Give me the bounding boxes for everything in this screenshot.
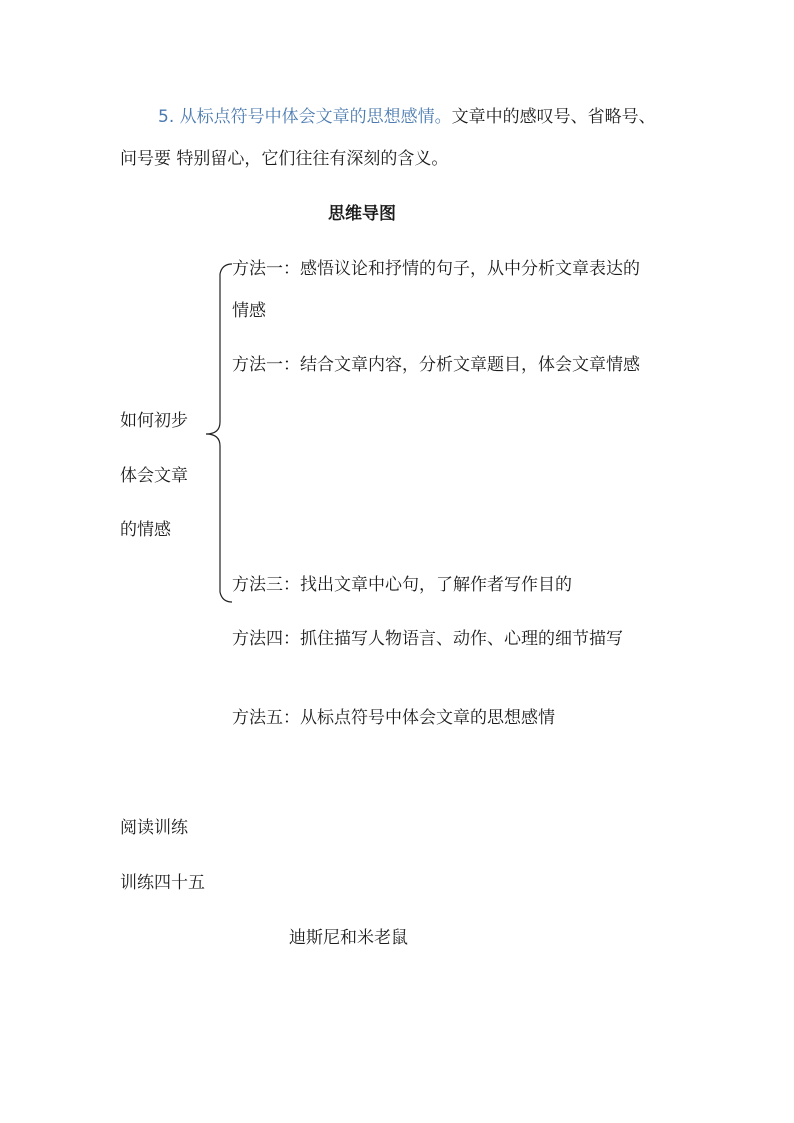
topic-line-1: 如何初步: [120, 411, 188, 431]
training-section-heading: 阅读训练: [120, 818, 188, 838]
mindmap-title: 思维导图: [328, 204, 396, 224]
method-1-line-2: 情感: [232, 301, 266, 321]
method-1-line-1: 方法一：感悟议论和抒情的句子，从中分析文章表达的: [232, 259, 640, 279]
article-title: 迪斯尼和米老鼠: [289, 928, 408, 948]
method-4: 方法四：抓住描写人物语言、动作、心理的细节描写: [232, 629, 623, 649]
topic-line-2: 体会文章: [120, 466, 188, 486]
method-2: 方法一：结合文章内容，分析文章题目，体会文章情感: [232, 355, 640, 375]
intro-rest: 文章中的感叹号、省略号、: [451, 107, 656, 127]
bracket-brace: [200, 262, 236, 607]
intro-highlight: 5. 从标点符号中体会文章的思想感情。: [158, 107, 452, 127]
intro-line-2: 问号要 特别留心，它们往往有深刻的含义。: [120, 149, 449, 169]
training-number: 训练四十五: [120, 873, 205, 893]
topic-line-3: 的情感: [120, 520, 171, 540]
method-3: 方法三：找出文章中心句，了解作者写作目的: [232, 575, 572, 595]
intro-line-1: [158, 106, 656, 128]
method-5: 方法五：从标点符号中体会文章的思想感情: [232, 708, 555, 728]
